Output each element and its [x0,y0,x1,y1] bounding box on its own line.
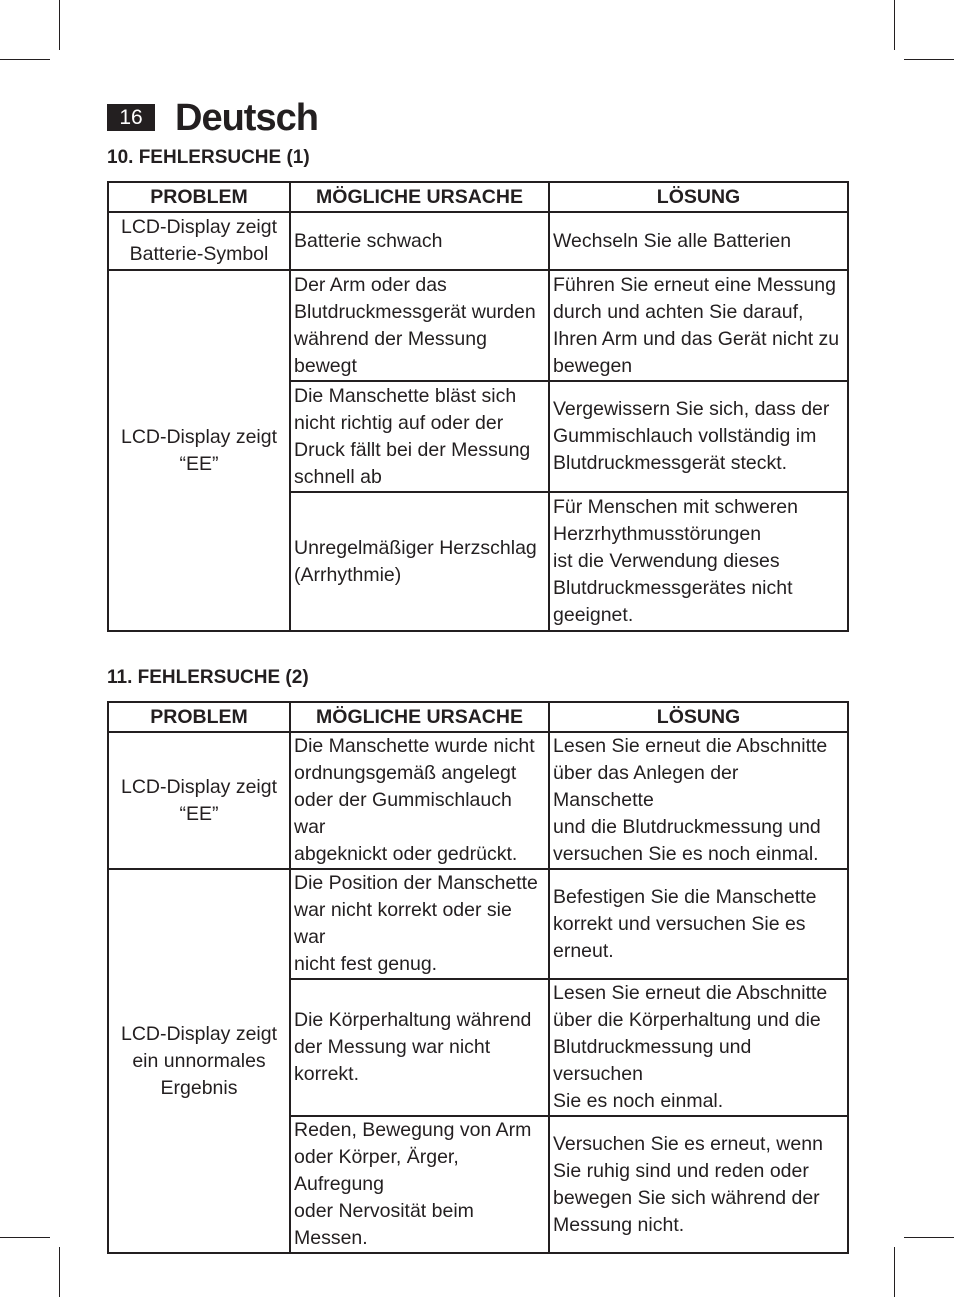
solution-cell: Vergewissern Sie sich, dass der Gummischlauch vollständig im Blutdruckmessgerät steckt. [549,381,848,492]
cause-cell: Reden, Bewegung von Arm oder Körper, Ärger, Aufregung oder Nervosität beim Messen. [290,1116,549,1253]
column-header-cause: MÖGLICHE URSACHE [290,182,549,212]
crop-mark [894,1247,895,1297]
table-row [108,869,848,979]
table-header-row [108,182,848,212]
cause-cell: Unregelmäßiger Herzschlag (Arrhythmie) [290,492,549,631]
problem-cell: LCD-Display zeigt “EE” [108,732,290,869]
crop-mark [894,0,895,50]
column-header-solution: LÖSUNG [549,182,848,212]
column-header-problem: PROBLEM [108,182,290,212]
solution-cell: Führen Sie erneut eine Messung durch und achten Sie darauf, Ihren Arm und das Gerät nicht zu bewegen [549,270,848,381]
table-row [108,270,848,381]
cause-cell: Die Körperhaltung während der Messung war nicht korrekt. [290,979,549,1116]
solution-cell: Versuchen Sie es erneut, wenn Sie ruhig sind und reden oder bewegen Sie sich während der Messung nicht. [549,1116,848,1253]
troubleshooting-table-2 [107,701,849,1254]
cause-cell: Batterie schwach [290,212,549,270]
cause-cell: Die Position der Manschette war nicht korrekt oder sie war nicht fest genug. [290,869,549,979]
table-header-row [108,702,848,732]
troubleshooting-table-1 [107,181,849,632]
problem-cell: LCD-Display zeigt Batterie-Symbol [108,212,290,270]
problem-cell: LCD-Display zeigt ein unnormales Ergebnis [108,869,290,1253]
cause-cell: Der Arm oder das Blutdruckmessgerät wurden während der Messung bewegt [290,270,549,381]
cause-cell: Die Manschette wurde nicht ordnungsgemäß angelegt oder der Gummischlauch war abgeknickt oder gedrückt. [290,732,549,869]
table-row [108,212,848,270]
column-header-solution: LÖSUNG [549,702,848,732]
solution-cell: Lesen Sie erneut die Abschnitte über die Körperhaltung und die Blutdruckmessung und versuchen Sie es noch einmal. [549,979,848,1116]
solution-cell: Befestigen Sie die Manschette korrekt und versuchen Sie es erneut. [549,869,848,979]
crop-mark [904,1237,954,1238]
section-title: 11. FEHLERSUCHE (2) [107,667,309,688]
crop-mark [59,0,60,50]
table-row [108,732,848,869]
crop-mark [59,1247,60,1297]
page-title: Deutsch [175,97,318,139]
crop-mark [904,59,954,60]
page-number-badge: 16 [107,104,155,131]
crop-mark [0,59,50,60]
column-header-problem: PROBLEM [108,702,290,732]
crop-mark [0,1237,50,1238]
column-header-cause: MÖGLICHE URSACHE [290,702,549,732]
cause-cell: Die Manschette bläst sich nicht richtig auf oder der Druck fällt bei der Messung schnell ab [290,381,549,492]
solution-cell: Wechseln Sie alle Batterien [549,212,848,270]
section-title: 10. FEHLERSUCHE (1) [107,147,310,168]
problem-cell: LCD-Display zeigt “EE” [108,270,290,631]
solution-cell: Lesen Sie erneut die Abschnitte über das Anlegen der Manschette und die Blutdruckmessung und versuchen Sie es noch einmal. [549,732,848,869]
solution-cell: Für Menschen mit schweren Herzrhythmusstörungen ist die Verwendung dieses Blutdruckmessgerätes nicht geeignet. [549,492,848,631]
